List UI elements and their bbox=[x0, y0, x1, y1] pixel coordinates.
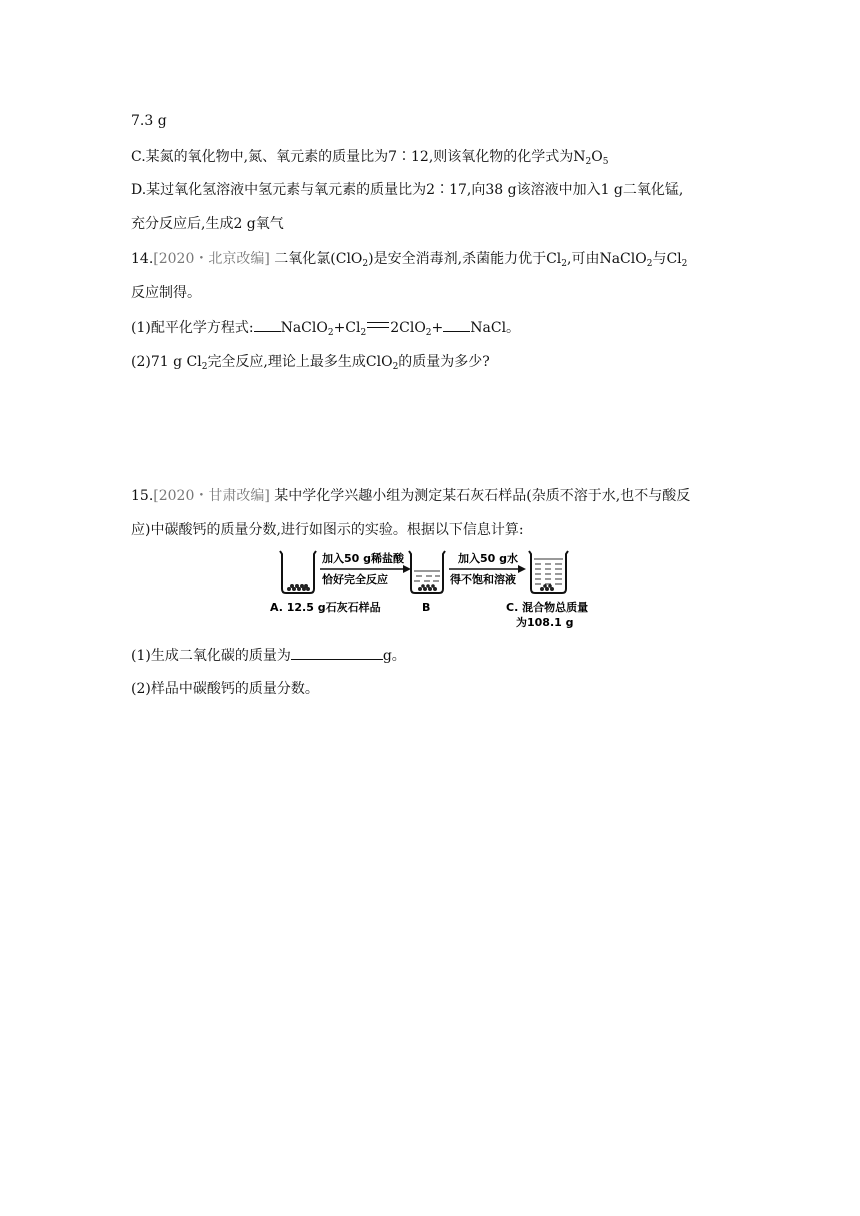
q14-source: [2020・北京改编] bbox=[153, 251, 270, 267]
q13-c-text: C.某氮的氧化物中,氮、氧元素的质量比为7∶12,则该氧化物的化学式为N bbox=[131, 149, 586, 165]
q13-tail: 7.3 g bbox=[131, 113, 167, 129]
q14-sub-3: 2 bbox=[646, 259, 653, 269]
q14-p1-sub3: 2 bbox=[425, 328, 432, 338]
arrow1-top-label: 加入50 g稀盐酸 bbox=[322, 552, 405, 565]
q14-p1-prefix: (1)配平化学方程式: bbox=[131, 320, 254, 336]
q13-c-o: O bbox=[591, 149, 603, 165]
q14-p1-sub2: 2 bbox=[360, 328, 367, 338]
q13-c-sub2: 5 bbox=[602, 157, 609, 167]
q14-p1-blank2[interactable] bbox=[443, 317, 470, 332]
q14-p2-c: 的质量为多少? bbox=[398, 354, 490, 370]
q15-source: [2020・甘肃改编] bbox=[153, 488, 270, 504]
arrow-1 bbox=[320, 565, 411, 573]
q14-sub-2: 2 bbox=[561, 259, 567, 269]
limestone-particles bbox=[287, 584, 310, 591]
q15-part1 bbox=[131, 645, 406, 665]
q14-p1-sub1: 2 bbox=[327, 328, 334, 338]
q14-p1-d: + bbox=[431, 320, 444, 336]
q14-p2-b: 完全反应,理论上最多生成ClO bbox=[207, 354, 393, 370]
q15-part2: (2)样品中碳酸钙的质量分数。 bbox=[131, 681, 319, 697]
label-a: A. 12.5 g石灰石样品 bbox=[270, 601, 381, 614]
q15-line2: 应)中碳酸钙的质量分数,进行如图示的实验。根据以下信息计算: bbox=[131, 522, 524, 538]
q13-c-sub1: 2 bbox=[585, 157, 592, 167]
q15-number: 15. bbox=[131, 488, 154, 504]
q15-p1-blank[interactable] bbox=[291, 645, 383, 660]
q15-p1-prefix: (1)生成二氧化碳的质量为 bbox=[131, 648, 291, 664]
q13-option-d-line1: D.某过氧化氢溶液中氢元素与氧元素的质量比为2∶17,向38 g该溶液中加入1 g二氧化锰, bbox=[131, 182, 684, 198]
arrow2-bottom-label: 得不饱和溶液 bbox=[450, 573, 516, 586]
label-b: B bbox=[422, 601, 431, 614]
q14-sub-4: 2 bbox=[681, 259, 688, 269]
q14-p1-e: NaCl。 bbox=[470, 320, 521, 336]
q14-intro-a: 二氧化氯(ClO bbox=[274, 251, 363, 267]
q14-intro-line2: 反应制得。 bbox=[131, 285, 201, 301]
q14-p2-a: (2)71 g Cl bbox=[131, 354, 202, 370]
beaker-b bbox=[409, 551, 445, 593]
equals-sign bbox=[367, 322, 389, 328]
q14-part2 bbox=[131, 353, 490, 371]
q14-intro-c: ,可由NaClO bbox=[567, 251, 647, 267]
q13-option-d-line2: 充分反应后,生成2 g氧气 bbox=[131, 216, 284, 232]
q14-intro-d: 与Cl bbox=[652, 251, 682, 267]
q13-option-c bbox=[131, 148, 609, 166]
q14-part1 bbox=[131, 317, 520, 337]
arrow-2 bbox=[449, 565, 526, 573]
q14-p1-blank1[interactable] bbox=[254, 317, 281, 332]
beaker-c bbox=[529, 551, 568, 593]
beaker-a bbox=[280, 551, 316, 593]
q14-intro-b: )是安全消毒剂,杀菌能力优于Cl bbox=[368, 251, 562, 267]
q14-intro bbox=[131, 250, 687, 268]
q14-number: 14. bbox=[131, 251, 154, 267]
q14-p1-b: +Cl bbox=[333, 320, 361, 336]
q14-p1-a: NaClO bbox=[280, 320, 328, 336]
q14-p1-c: 2ClO bbox=[390, 320, 426, 336]
q14-p2-sub2: 2 bbox=[392, 362, 399, 372]
experiment-diagram bbox=[270, 545, 610, 631]
q15-p1-suffix: g。 bbox=[382, 648, 406, 664]
q15-intro bbox=[131, 487, 690, 505]
q14-sub-1: 2 bbox=[362, 259, 369, 269]
label-c1: C. 混合物总质量 bbox=[506, 601, 589, 614]
arrow2-top-label: 加入50 g水 bbox=[458, 552, 519, 565]
q14-p2-sub1: 2 bbox=[201, 362, 208, 372]
label-c2: 为108.1 g bbox=[516, 616, 574, 629]
q15-line1: 某中学化学兴趣小组为测定某石灰石样品(杂质不溶于水,也不与酸反 bbox=[274, 488, 691, 504]
arrow1-bottom-label: 恰好完全反应 bbox=[322, 573, 388, 586]
